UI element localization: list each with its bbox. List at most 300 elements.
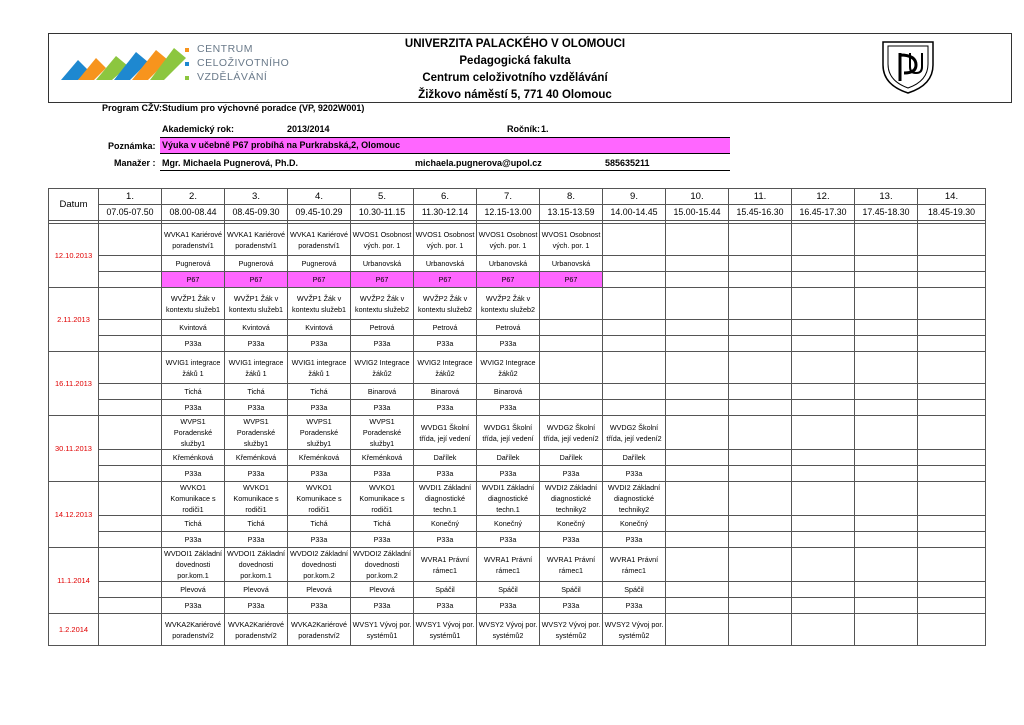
teacher-cell [729,450,792,466]
course-cell [666,352,729,384]
room-cell [666,336,729,352]
manager-email: michaela.pugnerova@upol.cz [415,158,542,168]
room-row [49,272,986,288]
course-cell: WVSY1 Vývoj por. systémů1 [414,614,477,646]
room-cell: P33a [603,598,666,614]
room-cell [540,336,603,352]
teacher-cell [99,516,162,532]
room-cell [666,272,729,288]
room-cell [729,466,792,482]
course-cell: WVDG2 Školní třída, její vedení2 [603,416,666,450]
teacher-cell [855,516,918,532]
room-cell [666,466,729,482]
course-cell: WVSY2 Vývoj por. systémů2 [477,614,540,646]
room-cell [855,272,918,288]
room-cell [855,466,918,482]
date-header: Datum [49,189,99,221]
teacher-cell [855,320,918,336]
course-cell: WVPS1 Poradenské služby1 [225,416,288,450]
course-cell [99,548,162,582]
course-cell [99,416,162,450]
date-cell: 12.10.2013 [49,224,99,288]
teacher-cell [792,256,855,272]
teacher-cell: Tichá [162,384,225,400]
teacher-cell: Pugnerová [162,256,225,272]
course-cell [792,416,855,450]
course-cell: WVKA1 Kariérové poradenství1 [225,224,288,256]
teacher-cell: Křeménková [225,450,288,466]
course-row [49,224,986,256]
faculty-name: Pedagogická fakulta [459,55,571,67]
teacher-row [49,320,986,336]
course-cell: WVOS1 Osobnost vých. por. 1 [477,224,540,256]
room-cell [99,466,162,482]
room-cell: P33a [162,336,225,352]
room-cell [540,400,603,416]
program-value: Studium pro výchovné poradce (VP, 9202W001) [162,103,365,113]
course-cell: WVŽP1 Žák v kontextu služeb1 [288,288,351,320]
time-header: 11.30-12.14 [414,205,477,221]
room-cell: P33a [162,466,225,482]
header-row-times [49,205,986,221]
course-cell: WVRA1 Právní rámec1 [603,548,666,582]
room-cell: P33a [162,598,225,614]
room-row [49,466,986,482]
slot-header: 11. [729,189,792,205]
room-cell [855,598,918,614]
teacher-cell: Petrová [414,320,477,336]
room-cell [792,336,855,352]
course-cell [99,352,162,384]
teacher-cell [603,384,666,400]
room-cell: P33a [225,532,288,548]
course-cell: WVPS1 Poradenské služby1 [288,416,351,450]
teacher-cell [666,384,729,400]
course-cell [666,416,729,450]
schedule-table [48,188,986,646]
teacher-cell: Konečný [414,516,477,532]
time-header: 14.00-14.45 [603,205,666,221]
time-header: 09.45-10.29 [288,205,351,221]
teacher-row [49,256,986,272]
teacher-cell: Binarová [351,384,414,400]
room-cell: P33a [225,598,288,614]
teacher-cell: Urbanovská [477,256,540,272]
course-cell: WVPS1 Poradenské služby1 [351,416,414,450]
course-cell [603,352,666,384]
course-cell [666,548,729,582]
room-cell: P33a [288,598,351,614]
teacher-cell: Tichá [288,516,351,532]
teacher-cell [666,320,729,336]
logo-line-2: CELOŽIVOTNÍHO [197,57,290,69]
teacher-cell [729,516,792,532]
time-header: 07.05-07.50 [99,205,162,221]
course-cell: WVKA2Kariérové poradenství2 [225,614,288,646]
slot-header: 6. [414,189,477,205]
course-cell [792,352,855,384]
manager-value: Mgr. Michaela Pugnerová, Ph.D. [162,158,299,168]
teacher-cell: Plevová [351,582,414,598]
room-cell [792,272,855,288]
course-cell: WVPS1 Poradenské služby1 [162,416,225,450]
slot-header: 2. [162,189,225,205]
course-cell [855,416,918,450]
time-header: 08.45-09.30 [225,205,288,221]
teacher-cell [855,384,918,400]
logo-text [197,42,289,84]
course-cell: WVŽP2 Žák v kontextu služeb2 [414,288,477,320]
room-cell: P33a [225,466,288,482]
teacher-cell [918,582,986,598]
header-row-slots [49,189,986,205]
teacher-cell [918,450,986,466]
room-cell [918,598,986,614]
teacher-row [49,582,986,598]
course-cell [792,548,855,582]
course-cell [792,614,855,646]
divider-line [160,153,730,154]
teacher-cell: Tichá [225,516,288,532]
course-cell [729,288,792,320]
room-cell: P33a [288,532,351,548]
time-header: 12.15-13.00 [477,205,540,221]
logo-line-1: CENTRUM [197,43,253,55]
room-cell: P67 [225,272,288,288]
room-cell [918,272,986,288]
room-row [49,336,986,352]
room-cell: P33a [351,466,414,482]
logo-line-3: VZDĚLÁVÁNÍ [197,71,268,83]
room-cell: P33a [288,466,351,482]
teacher-cell [99,450,162,466]
course-cell [666,288,729,320]
teacher-cell [99,320,162,336]
teacher-cell: Dařílek [477,450,540,466]
time-header: 10.30-11.15 [351,205,414,221]
room-cell: P33a [225,400,288,416]
course-cell [918,614,986,646]
slot-header: 12. [792,189,855,205]
course-cell: WVOS1 Osobnost vých. por. 1 [351,224,414,256]
room-cell [729,532,792,548]
teacher-cell: Křeménková [288,450,351,466]
note-label: Poznámka: [108,141,156,151]
teacher-cell: Plevová [162,582,225,598]
course-cell [855,482,918,516]
date-cell: 1.2.2014 [49,614,99,646]
room-cell: P33a [540,532,603,548]
room-cell [99,598,162,614]
room-cell [99,532,162,548]
teacher-cell: Spáčil [414,582,477,598]
room-cell: P33a [288,336,351,352]
course-cell [855,614,918,646]
time-header: 13.15-13.59 [540,205,603,221]
teacher-cell: Dařílek [603,450,666,466]
course-cell [729,482,792,516]
teacher-cell: Tichá [162,516,225,532]
teacher-cell: Kvintová [225,320,288,336]
teacher-cell: Plevová [225,582,288,598]
teacher-cell [729,320,792,336]
course-cell: WVKO1 Komunikace s rodiči1 [225,482,288,516]
date-cell: 14.12.2013 [49,482,99,548]
teacher-cell: Tichá [225,384,288,400]
teacher-cell: Urbanovská [414,256,477,272]
teacher-cell: Binarová [477,384,540,400]
university-header [400,36,630,104]
time-header: 15.45-16.30 [729,205,792,221]
room-cell: P33a [288,400,351,416]
room-cell: P33a [477,532,540,548]
course-cell [918,224,986,256]
room-cell [603,336,666,352]
date-cell: 30.11.2013 [49,416,99,482]
course-cell [918,416,986,450]
date-cell: 11.1.2014 [49,548,99,614]
teacher-cell: Křeménková [162,450,225,466]
course-cell: WVIG1 integrace žáků 1 [162,352,225,384]
course-cell [99,614,162,646]
teacher-cell: Konečný [477,516,540,532]
room-cell: P67 [540,272,603,288]
room-cell: P33a [477,400,540,416]
course-cell: WVDI1 Základní diagnostické techn.1 [414,482,477,516]
teacher-row [49,384,986,400]
teacher-cell [792,582,855,598]
year-value: 2013/2014 [287,124,330,134]
course-cell: WVDG1 Školní třída, její vedení [477,416,540,450]
room-cell [918,466,986,482]
room-cell [666,532,729,548]
course-cell [99,224,162,256]
course-row [49,352,986,384]
slot-header: 8. [540,189,603,205]
teacher-cell [540,384,603,400]
slot-header: 9. [603,189,666,205]
time-header: 18.45-19.30 [918,205,986,221]
course-cell [729,224,792,256]
teacher-cell [729,582,792,598]
slot-header: 13. [855,189,918,205]
room-cell [792,532,855,548]
teacher-row [49,450,986,466]
room-cell: P33a [603,466,666,482]
teacher-cell [792,516,855,532]
room-cell [855,336,918,352]
course-cell: WVSY2 Vývoj por. systémů2 [603,614,666,646]
slot-header: 4. [288,189,351,205]
teacher-cell: Konečný [603,516,666,532]
course-cell: WVIG2 Integrace žáků2 [414,352,477,384]
course-cell: WVŽP2 Žák v kontextu služeb2 [351,288,414,320]
course-cell: WVKO1 Komunikace s rodiči1 [351,482,414,516]
course-cell [729,352,792,384]
course-cell: WVRA1 Právní rámec1 [477,548,540,582]
course-cell [729,614,792,646]
teacher-cell: Dařílek [540,450,603,466]
teacher-cell [666,450,729,466]
university-name: UNIVERZITA PALACKÉHO V OLOMOUCI [404,38,626,50]
teacher-cell [666,516,729,532]
course-cell: WVRA1 Právní rámec1 [414,548,477,582]
course-cell [729,548,792,582]
teacher-cell: Konečný [540,516,603,532]
room-cell: P33a [477,598,540,614]
course-cell: WVOS1 Osobnost vých. por. 1 [414,224,477,256]
teacher-cell [99,582,162,598]
room-cell: P67 [351,272,414,288]
course-cell: WVDI2 Základní diagnostické techniky2 [603,482,666,516]
teacher-cell [99,256,162,272]
teacher-cell [540,320,603,336]
center-name: Centrum celoživotního vzdělávání [422,72,608,84]
course-cell: WVSY1 Vývoj por. systémů1 [351,614,414,646]
course-cell [540,352,603,384]
teacher-cell [918,384,986,400]
room-cell [855,400,918,416]
teacher-cell: Křeménková [351,450,414,466]
room-cell: P33a [351,336,414,352]
course-cell: WVŽP1 Žák v kontextu služeb1 [225,288,288,320]
teacher-cell [666,582,729,598]
course-cell [918,482,986,516]
course-cell: WVDOI2 Základní dovednosti por.kom.2 [288,548,351,582]
room-cell [729,400,792,416]
teacher-cell: Urbanovská [351,256,414,272]
slot-header: 14. [918,189,986,205]
course-cell: WVIG1 integrace žáků 1 [288,352,351,384]
course-cell: WVOS1 Osobnost vých. por. 1 [540,224,603,256]
course-row [49,482,986,516]
teacher-cell [855,582,918,598]
room-cell: P33a [162,400,225,416]
course-cell: WVDOI1 Základní dovednosti por.kom.1 [225,548,288,582]
teacher-cell [603,320,666,336]
room-cell [603,400,666,416]
teacher-cell: Kvintová [288,320,351,336]
teacher-cell: Pugnerová [288,256,351,272]
room-cell [792,598,855,614]
room-cell: P33a [414,532,477,548]
course-cell: WVKO1 Komunikace s rodiči1 [162,482,225,516]
course-row [49,416,986,450]
course-cell [792,224,855,256]
teacher-cell: Spáčil [540,582,603,598]
course-cell: WVDOI2 Základní dovednosti por.kom.2 [351,548,414,582]
teacher-cell: Plevová [288,582,351,598]
room-cell: P67 [162,272,225,288]
teacher-cell: Tichá [351,516,414,532]
room-cell: P33a [414,466,477,482]
teacher-cell [792,384,855,400]
time-header: 17.45-18.30 [855,205,918,221]
course-cell [792,482,855,516]
course-cell: WVDG2 Školní třída, její vedení2 [540,416,603,450]
room-cell [855,532,918,548]
course-cell: WVKA2Kariérové poradenství2 [162,614,225,646]
course-cell: WVKA1 Kariérové poradenství1 [162,224,225,256]
course-row [49,614,986,646]
course-cell [666,482,729,516]
teacher-cell: Tichá [288,384,351,400]
note-value: Výuka v učebně P67 probíhá na Purkrabská,2, Olomouc [160,138,730,153]
teacher-cell: Urbanovská [540,256,603,272]
grade-label: Ročník: [507,124,541,134]
room-cell [729,272,792,288]
divider-line [160,170,730,171]
course-cell: WVSY2 Vývoj por. systémů2 [540,614,603,646]
room-cell [99,272,162,288]
room-cell [603,272,666,288]
room-cell [918,336,986,352]
course-cell [918,548,986,582]
course-cell [855,224,918,256]
room-cell [792,466,855,482]
room-cell: P67 [288,272,351,288]
slot-header: 3. [225,189,288,205]
course-cell [666,224,729,256]
course-cell: WVDOI1 Základní dovednosti por.kom.1 [162,548,225,582]
slot-header: 1. [99,189,162,205]
room-cell: P33a [414,400,477,416]
room-cell [666,598,729,614]
room-cell: P33a [162,532,225,548]
course-cell [99,288,162,320]
room-row [49,598,986,614]
teacher-cell [792,450,855,466]
course-cell: WVKA1 Kariérové poradenství1 [288,224,351,256]
teacher-cell [918,320,986,336]
course-cell [729,416,792,450]
course-cell: WVIG2 Integrace žáků2 [477,352,540,384]
slot-header: 10. [666,189,729,205]
room-cell: P67 [477,272,540,288]
course-cell: WVIG2 Integrace žáků2 [351,352,414,384]
teacher-cell [918,256,986,272]
room-cell: P33a [414,598,477,614]
manager-label: Manažer : [114,158,156,168]
course-cell [603,224,666,256]
teacher-cell [729,384,792,400]
course-row [49,288,986,320]
course-cell: WVDI1 Základní diagnostické techn.1 [477,482,540,516]
teacher-cell [603,256,666,272]
course-cell [603,288,666,320]
room-cell: P33a [540,598,603,614]
room-cell: P33a [351,598,414,614]
slot-header: 7. [477,189,540,205]
teacher-cell [792,320,855,336]
university-crest-icon [878,37,938,97]
date-cell: 16.11.2013 [49,352,99,416]
room-cell: P33a [351,532,414,548]
time-header: 16.45-17.30 [792,205,855,221]
course-cell [918,352,986,384]
room-cell: P33a [603,532,666,548]
time-header: 15.00-15.44 [666,205,729,221]
year-label: Akademický rok: [162,124,235,134]
teacher-row [49,516,986,532]
room-cell: P67 [414,272,477,288]
course-cell [855,352,918,384]
course-cell: WVŽP1 Žák v kontextu služeb1 [162,288,225,320]
room-cell [99,336,162,352]
teacher-cell [666,256,729,272]
teacher-cell: Petrová [351,320,414,336]
teacher-cell [729,256,792,272]
